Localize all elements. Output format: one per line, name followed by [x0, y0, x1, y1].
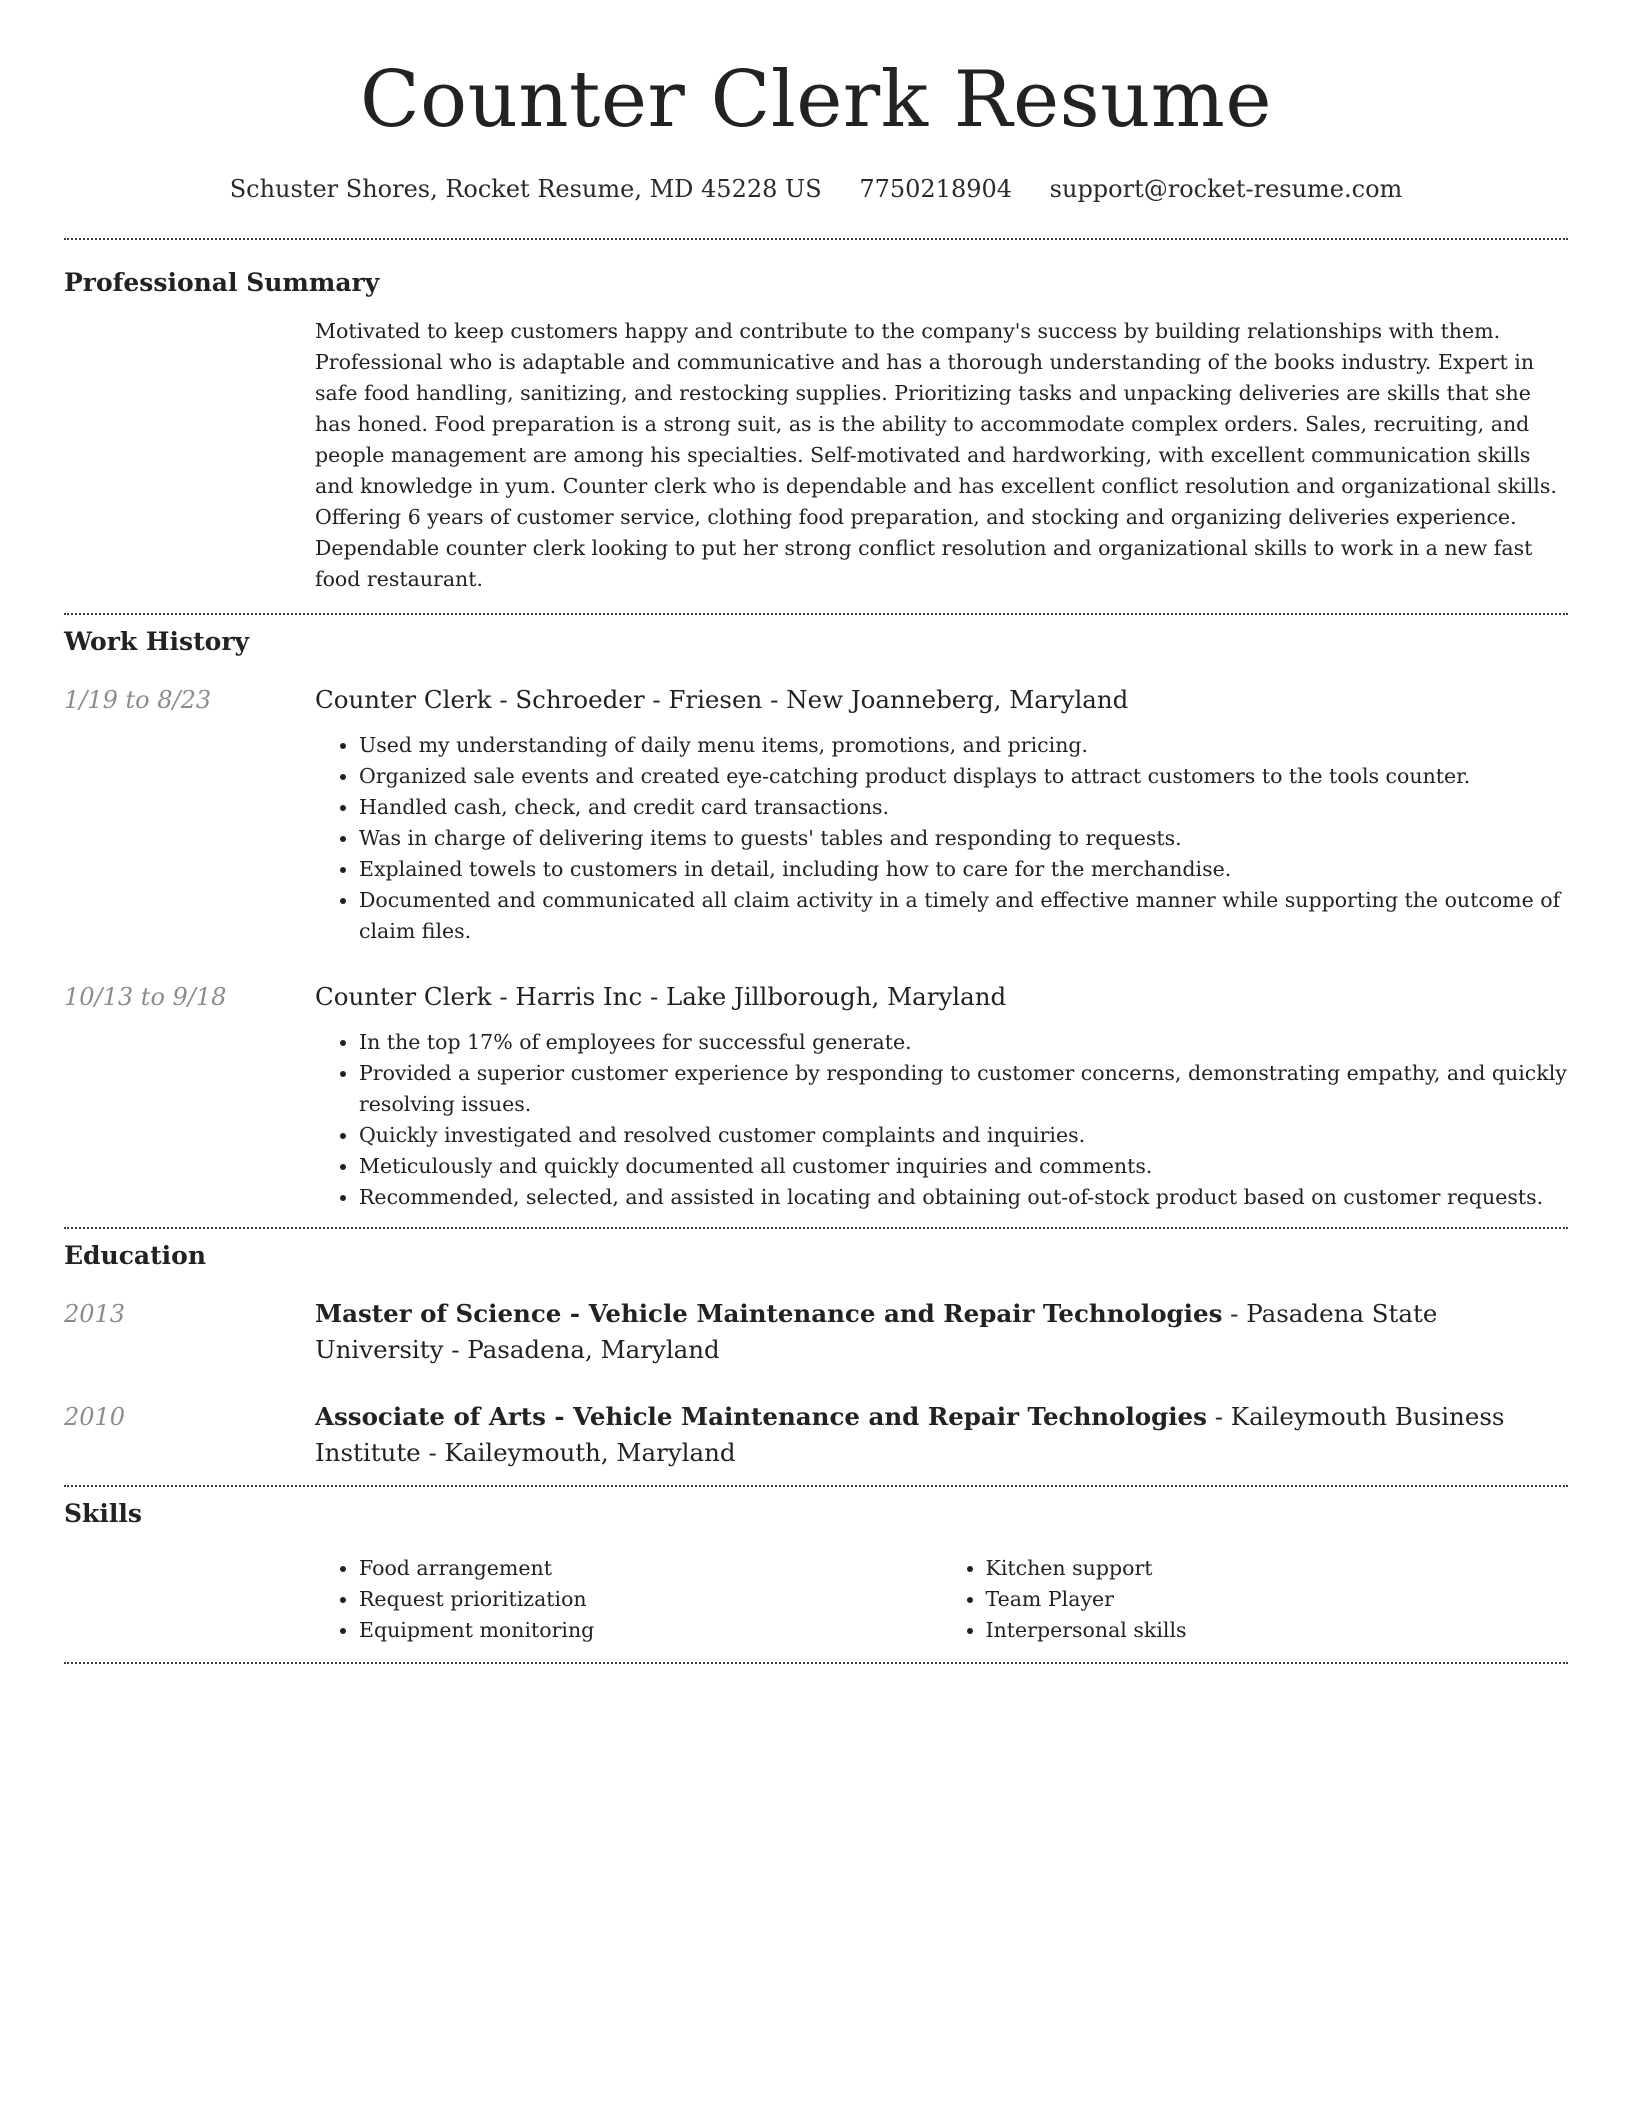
skill-item: • Interpersonal skills	[986, 1615, 1569, 1646]
list-item: • In the top 17% of employees for successful generate.	[359, 1027, 1568, 1058]
email[interactable]: support@rocket-resume.com	[1049, 175, 1403, 203]
list-item: • Meticulously and quickly documented all customer inquiries and comments.	[359, 1151, 1568, 1182]
skills-section	[64, 1487, 1568, 1646]
phone: 7750218904	[859, 175, 1013, 203]
skill-item: • Team Player	[986, 1584, 1569, 1615]
work-history-section	[64, 615, 1568, 1227]
list-item: • Handled cash, check, and credit card transactions.	[359, 792, 1568, 823]
list-item: • Organized sale events and created eye-catching product displays to attract customers to the tools counter.	[359, 761, 1568, 792]
list-item: • Explained towels to customers in detail, including how to care for the merchandise.	[359, 854, 1568, 885]
job-dates: 10/13 to 9/18	[64, 983, 227, 1011]
resume-title: Counter Clerk Resume	[359, 55, 1273, 145]
summary-section	[64, 240, 1568, 595]
education-entry	[64, 1399, 1568, 1471]
list-item: • Provided a superior customer experience by responding to customer concerns, demonstrating empathy, and quickly resolving issues.	[359, 1058, 1568, 1120]
job-title: Counter Clerk - Harris Inc - Lake Jillborough, Maryland	[315, 982, 1007, 1011]
list-item: • Quickly investigated and resolved customer complaints and inquiries.	[359, 1120, 1568, 1151]
section-heading-skills: Skills	[64, 1499, 142, 1528]
summary-text: Motivated to keep customers happy and contribute to the company's success by building relationships with them. Professional who is adaptable and communicative and has a thorough understanding of the books industry. Expert in safe food handling, sanitizing, and restocking supplies. Prioritizing tasks and unpacking deliveries are skills that she has honed. Food preparation is a strong suit, as is the ability to accommodate complex orders. Sales, recruiting, and people management are among his specialties. Self-motivated and hardworking, with excellent communication skills and knowledge in yum. Counter clerk who is dependable and has excellent conflict resolution and organizational skills. Offering 6 years of customer service, clothing food preparation, and stocking and organizing deliveries experience. Dependable counter clerk looking to put her strong conflict resolution and organizational skills to work in a new fast food restaurant.	[315, 319, 1557, 591]
education-year: 2013	[64, 1300, 126, 1328]
job-dates: 1/19 to 8/23	[64, 686, 212, 714]
education-title	[315, 1296, 1568, 1368]
degree: Associate of Arts - Vehicle Maintenance and Repair Technologies	[315, 1402, 1207, 1431]
skills-list-left	[315, 1553, 942, 1646]
job-entry	[64, 979, 1568, 1227]
school: - Kaileymouth Business Institute - Kaileymouth, Maryland	[315, 1402, 1505, 1467]
contact-line	[64, 172, 1568, 206]
list-item: • Was in charge of delivering items to guests' tables and responding to requests.	[359, 823, 1568, 854]
section-heading-summary: Professional Summary	[64, 268, 380, 297]
skill-item: • Request prioritization	[359, 1584, 942, 1615]
school: - Pasadena State University - Pasadena, Maryland	[315, 1299, 1438, 1364]
job-entry	[64, 682, 1568, 947]
education-section	[64, 1229, 1568, 1471]
divider	[64, 1662, 1568, 1664]
skills-list-right	[942, 1553, 1569, 1646]
section-heading-education: Education	[64, 1241, 207, 1270]
address: Schuster Shores, Rocket Resume, MD 45228 US	[229, 175, 822, 203]
skill-item: • Food arrangement	[359, 1553, 942, 1584]
job-title: Counter Clerk - Schroeder - Friesen - New Joanneberg, Maryland	[315, 685, 1129, 714]
education-entry	[64, 1296, 1568, 1368]
list-item: • Recommended, selected, and assisted in locating and obtaining out-of-stock product based on customer requests.	[359, 1182, 1568, 1213]
list-item: • Used my understanding of daily menu items, promotions, and pricing.	[359, 730, 1568, 761]
list-item: • Documented and communicated all claim activity in a timely and effective manner while supporting the outcome of claim files.	[359, 885, 1568, 947]
skill-item: • Kitchen support	[986, 1553, 1569, 1584]
education-year: 2010	[64, 1403, 126, 1431]
job-bullets	[315, 1027, 1568, 1213]
education-title	[315, 1399, 1568, 1471]
skill-item: • Equipment monitoring	[359, 1615, 942, 1646]
section-heading-work-history: Work History	[64, 627, 250, 656]
degree: Master of Science - Vehicle Maintenance and Repair Technologies	[315, 1299, 1223, 1328]
job-bullets	[315, 730, 1568, 947]
